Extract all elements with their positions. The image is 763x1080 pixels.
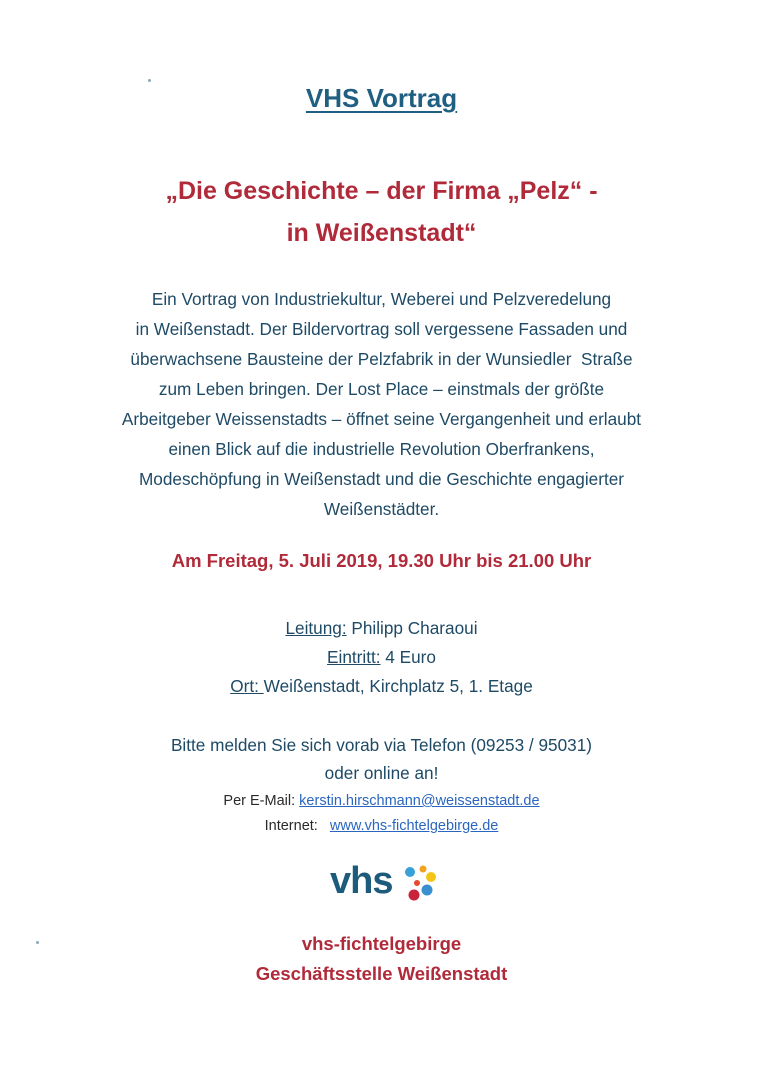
description-paragraph (0, 284, 763, 524)
description-line: Weißenstädter. (323, 499, 440, 519)
eintritt-value: 4 Euro (380, 647, 436, 667)
description-line: zum Leben bringen. Der Lost Place – einstmals der größte (158, 379, 605, 399)
description-line: Arbeitgeber Weissenstadts – öffnet seine Vergangenheit und erlaubt (121, 409, 642, 429)
scan-speck (148, 79, 151, 82)
footer-org: vhs-fichtelgebirge (301, 933, 462, 954)
leitung-value: Philipp Charaoui (346, 618, 478, 638)
description-line: überwachsene Bausteine der Pelzfabrik in der Wunsiedler Straße (130, 349, 633, 369)
website-link[interactable]: www.vhs-fichtelgebirge.de (329, 818, 499, 834)
leitung-label: Leitung: (285, 618, 347, 638)
ort-value: Weißenstadt, Kirchplatz 5, 1. Etage (263, 676, 533, 696)
internet-label: Internet: (264, 818, 330, 834)
title-line-2: in Weißenstadt“ (286, 219, 477, 247)
logo-dot-orange (420, 866, 427, 873)
contact-line-2: oder online an! (324, 763, 439, 783)
ort-label: Ort: (230, 676, 264, 696)
eintritt-row (0, 643, 763, 672)
logo-dot-blue (405, 867, 415, 877)
email-row (0, 789, 763, 813)
ort-row (0, 672, 763, 701)
event-date: Am Freitag, 5. Juli 2019, 19.30 Uhr bis 21.00 Uhr (171, 550, 592, 571)
description-line: in Weißenstadt. Der Bildervortrag soll vergessene Fassaden und (135, 319, 628, 339)
description-line: einen Blick auf die industrielle Revolution Oberfrankens, (168, 439, 595, 459)
eintritt-label: Eintritt: (327, 647, 381, 667)
leitung-row (0, 614, 763, 643)
logo-dots-icon (398, 862, 442, 906)
logo-text: vhs (330, 860, 393, 902)
title-line-1: „Die Geschichte – der Firma „Pelz“ - (165, 177, 598, 205)
logo-dot-red (409, 890, 420, 901)
contact-line-1: Bitte melden Sie sich vorab via Telefon (09253 / 95031) (170, 735, 593, 755)
internet-row (0, 814, 763, 838)
email-label: Per E-Mail: (223, 793, 300, 809)
email-link[interactable]: kerstin.hirschmann@weissenstadt.de (299, 793, 540, 809)
footer-office: Geschäftsstelle Weißenstadt (255, 963, 508, 984)
logo-dot-yellow (426, 872, 436, 882)
description-line: Modeschöpfung in Weißenstadt und die Geschichte engagierter (138, 469, 625, 489)
page-heading: VHS Vortrag (305, 83, 458, 113)
logo-dot-red-small (414, 880, 420, 886)
description-line: Ein Vortrag von Industriekultur, Weberei und Pelzveredelung (151, 289, 612, 309)
vhs-logo (330, 860, 450, 910)
logo-dot-blue-large (422, 885, 433, 896)
